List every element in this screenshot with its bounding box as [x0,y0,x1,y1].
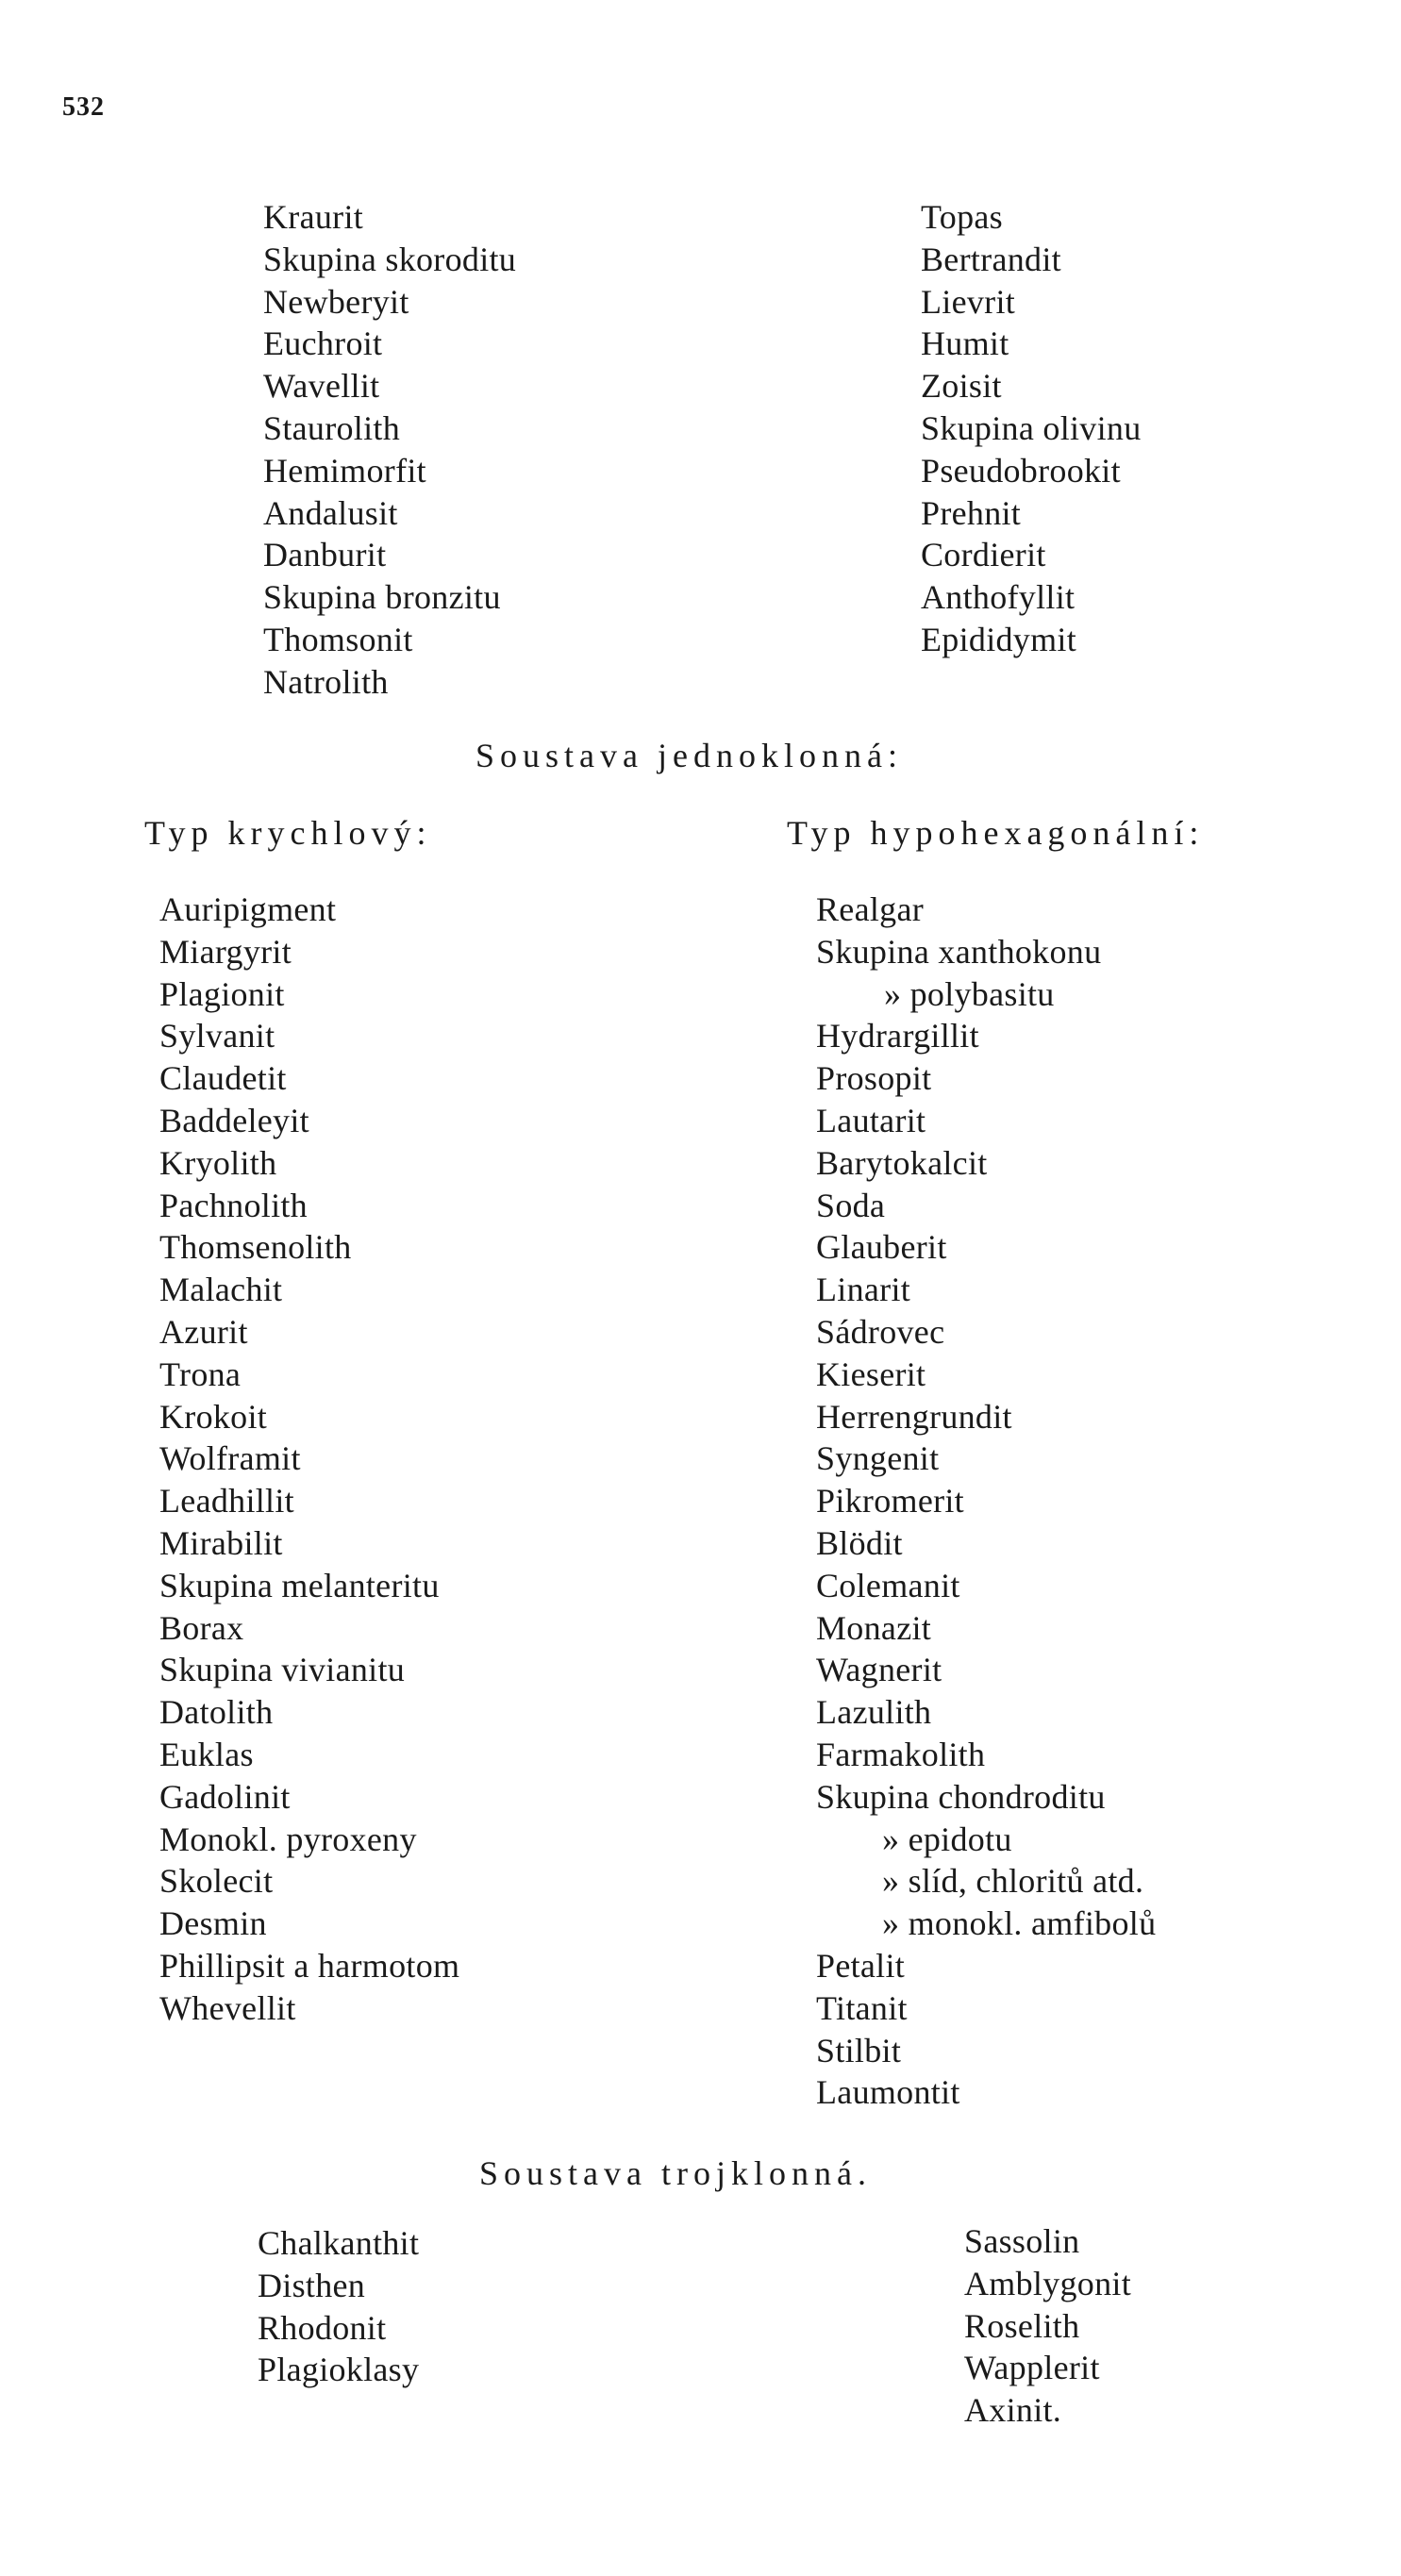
list-item: Epididymit [921,620,1076,658]
list-item: Lievrit [921,282,1016,321]
list-item: Leadhillit [159,1482,294,1521]
triclinic-right-list [964,2220,1131,2432]
list-item: Krokoit [159,1397,268,1436]
list-item: Danburit [263,536,387,574]
list-item: Wolframit [159,1439,301,1478]
list-item: Malachit [159,1271,283,1309]
list-item: Lautarit [816,1101,926,1139]
hypohexagonal-type-list [816,889,1156,2114]
list-item: Skupina bronzitu [263,578,501,617]
list-item: Kryolith [159,1143,277,1182]
list-item: Claudetit [159,1059,287,1098]
list-item: Plagioklasy [258,2351,420,2389]
list-item: Bertrandit [921,240,1061,278]
page-number: 532 [62,92,105,122]
cubic-type-list [159,889,459,2030]
list-item: Skupina olivinu [921,408,1142,447]
subheading-cubic: Typ krychlový: [144,814,432,852]
list-item: Axinit. [964,2391,1062,2430]
list-item: Azurit [159,1312,248,1351]
list-item: Baddeleyit [159,1101,309,1139]
list-item: Miargyrit [159,932,292,971]
list-item: Thomsonit [263,620,413,658]
list-item: Hydrargillit [816,1017,979,1055]
list-item: Amblygonit [964,2264,1132,2302]
list-item: Kraurit [263,198,364,236]
triclinic-left-list [258,2222,419,2391]
list-item: Soda [816,1186,886,1224]
list-item: » polybasitu [884,974,1055,1013]
top-right-list [921,196,1142,661]
list-item: » monokl. amfibolů [882,1904,1157,1943]
list-item: Roselith [964,2306,1080,2345]
list-item: Trona [159,1354,242,1393]
list-item: Pikromerit [816,1482,964,1521]
list-item: Mirabilit [159,1523,283,1562]
list-item: Skupina vivianitu [159,1651,406,1689]
list-item: Linarit [816,1271,911,1309]
list-item: Staurolith [263,408,400,447]
list-item: Kieserit [816,1354,926,1393]
list-item: Prehnit [921,493,1022,532]
list-item: Euklas [159,1735,254,1773]
heading-monoclinic: Soustava jednoklonná: [475,737,903,774]
list-item: Laumontit [816,2073,960,2112]
list-item: Wapplerit [964,2349,1100,2387]
list-item: Pseudobrookit [921,451,1121,490]
list-item: Glauberit [816,1228,947,1267]
list-item: Realgar [816,890,925,928]
top-left-list [263,196,516,704]
list-item: Skupina melanteritu [159,1566,440,1604]
list-item: Sádrovec [816,1312,945,1351]
list-item: » slíd, chloritů atd. [882,1862,1144,1901]
list-item: Petalit [816,1946,906,1985]
list-item: Natrolith [263,662,389,701]
list-item: Rhodonit [258,2308,387,2347]
list-item: Hemimorfit [263,451,426,490]
list-item: Desmin [159,1904,267,1943]
list-item: Auripigment [159,890,337,928]
list-item: Humit [921,324,1009,363]
list-item: Titanit [816,1988,908,2027]
list-item: Andalusit [263,493,398,532]
list-item: Plagionit [159,974,285,1013]
list-item: Whevellit [159,1988,296,2027]
subheading-hypohexagonal: Typ hypohexagonální: [787,814,1205,852]
list-item: Euchroit [263,324,383,363]
list-item: Skupina xanthokonu [816,932,1102,971]
list-item: » epidotu [882,1820,1012,1858]
heading-triclinic: Soustava trojklonná. [479,2154,872,2192]
list-item: Chalkanthit [258,2224,420,2262]
list-item: Gadolinit [159,1777,291,1816]
list-item: Sassolin [964,2222,1080,2260]
list-item: Anthofyllit [921,578,1076,617]
list-item: Wagnerit [816,1651,942,1689]
list-item: Syngenit [816,1439,940,1478]
list-item: Skupina chondroditu [816,1777,1106,1816]
list-item: Monokl. pyroxeny [159,1820,417,1858]
list-item: Topas [921,198,1003,236]
list-item: Skupina skoroditu [263,240,517,278]
list-item: Lazulith [816,1693,932,1732]
list-item: Blödit [816,1523,903,1562]
list-item: Cordierit [921,536,1046,574]
list-item: Disthen [258,2266,366,2304]
list-item: Newberyit [263,282,409,321]
list-item: Borax [159,1608,244,1647]
list-item: Wavellit [263,367,380,406]
list-item: Zoisit [921,367,1002,406]
list-item: Farmakolith [816,1735,986,1773]
list-item: Barytokalcit [816,1143,988,1182]
list-item: Monazit [816,1608,932,1647]
list-item: Pachnolith [159,1186,308,1224]
list-item: Colemanit [816,1566,960,1604]
list-item: Prosopit [816,1059,932,1098]
list-item: Skolecit [159,1862,274,1901]
list-item: Stilbit [816,2031,902,2069]
list-item: Herrengrundit [816,1397,1012,1436]
list-item: Datolith [159,1693,274,1732]
list-item: Phillipsit a harmotom [159,1946,460,1985]
list-item: Thomsenolith [159,1228,352,1267]
list-item: Sylvanit [159,1017,275,1055]
